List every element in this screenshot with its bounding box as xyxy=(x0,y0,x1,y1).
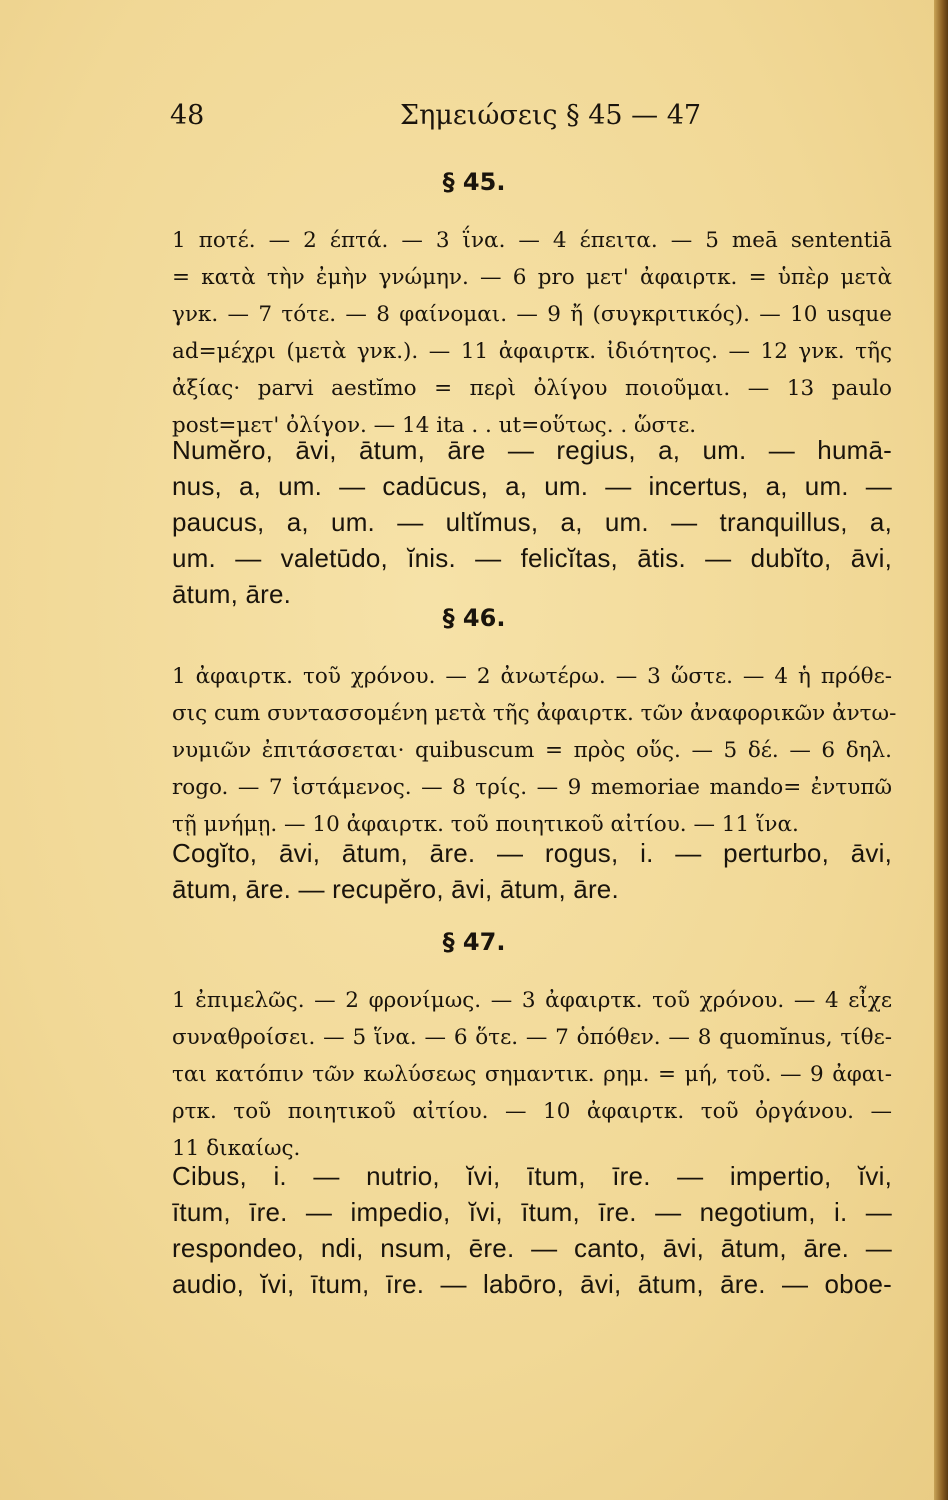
note-line: 1 ἀφαιρτκ. τοῦ χρόνου. — 2 ἀνωτέρω. — 3 ὥστε. — 4 ἡ πρόθε- xyxy=(172,664,892,689)
note-line: 11 δικαίως. xyxy=(172,1136,301,1161)
vocab-line: respondeo, ndi, nsum, ēre. — canto, āvi, ātum, āre. — xyxy=(172,1233,892,1263)
vocab-line: ātum, āre. xyxy=(172,579,292,609)
book-spine-edge xyxy=(934,0,948,1500)
vocab-line: paucus, a, um. — ultĭmus, a, um. — tranquillus, a, xyxy=(172,507,892,537)
vocab-line: Cogĭto, āvi, ātum, āre. — rogus, i. — perturbo, āvi, xyxy=(172,838,892,868)
note-line: 1 ποτέ. — 2 έπτά. — 3 ΐνα. — 4 έπειτα. — 5 meā sententiā xyxy=(172,228,892,253)
section-47-notes xyxy=(172,982,892,1167)
vocab-line: audio, ĭvi, ītum, īre. — labōro, āvi, ātum, āre. — oboe- xyxy=(172,1269,892,1299)
note-line: = κατὰ τὴν ἐμὴν γνώμην. — 6 pro μετ' ἀφαιρτκ. = ὑπὲρ μετὰ xyxy=(172,265,892,290)
section-heading-45: § 45. xyxy=(442,168,506,196)
section-45-notes xyxy=(172,222,892,444)
note-line: ad=μέχρι (μετὰ γνκ.). — 11 ἀφαιρτκ. ἰδιότητος. — 12 γνκ. τῆς xyxy=(172,339,892,364)
page-header xyxy=(170,100,890,140)
note-line: 1 ἐπιμελῶς. — 2 φρονίμως. — 3 ἀφαιρτκ. τοῦ χρόνου. — 4 εἶχε xyxy=(172,988,892,1013)
note-line: rogo. — 7 ἱστάμενος. — 8 τρίς. — 9 memoriae mando= ἐντυπῶ xyxy=(172,775,892,800)
page-number: 48 xyxy=(170,100,205,131)
vocab-line: Numĕro, āvi, ātum, āre — regius, a, um. — humā- xyxy=(172,435,892,465)
vocab-line: ātum, āre. — recupĕro, āvi, ātum, āre. xyxy=(172,874,619,904)
section-heading-47: § 47. xyxy=(442,928,506,956)
note-line: συναθροίσει. — 5 ἵνα. — 6 ὅτε. — 7 ὁπόθεν. — 8 quomĭnus, τίθε- xyxy=(172,1025,892,1050)
section-heading-46: § 46. xyxy=(442,604,506,632)
note-line: ρτκ. τοῦ ποιητικοῦ αἰτίου. — 10 ἀφαιρτκ. τοῦ ὀργάνου. — xyxy=(172,1099,892,1124)
note-line: ται κατόπιν τῶν κωλύσεως σημαντικ. ρημ. = μή, τοῦ. — 9 ἀφαι- xyxy=(172,1062,892,1087)
note-line: ἀξίας· parvi aestĭmo = περὶ ὀλίγου ποιοῦμαι. — 13 paulo xyxy=(172,376,892,401)
section-46-vocabulary xyxy=(172,835,892,907)
vocab-line: ītum, īre. — impedio, ĭvi, ītum, īre. — negotium, i. — xyxy=(172,1197,892,1227)
vocab-line: um. — valetūdo, ĭnis. — felicĭtas, ātis. — dubĭto, āvi, xyxy=(172,543,892,573)
note-line: σις cum συντασσομένη μετὰ τῆς ἀφαιρτκ. τῶν ἀναφορικῶν ἀντω- xyxy=(172,701,897,726)
note-line: τῇ μνήμῃ. — 10 ἀφαιρτκ. τοῦ ποιητικοῦ αἰτίου. — 11 ἵνα. xyxy=(172,812,799,837)
section-45-vocabulary xyxy=(172,432,892,612)
section-47-vocabulary xyxy=(172,1158,892,1302)
note-line: νυμιῶν ἐπιτάσσεται· quibuscum = πρὸς οὕς. — 5 δέ. — 6 δηλ. xyxy=(172,738,892,763)
section-46-notes xyxy=(172,658,897,843)
vocab-line: Cibus, i. — nutrio, ĭvi, ītum, īre. — impertio, ĭvi, xyxy=(172,1161,892,1191)
vocab-line: nus, a, um. — cadūcus, a, um. — incertus, a, um. — xyxy=(172,471,892,501)
running-title: Σημειώσεις § 45 — 47 xyxy=(400,100,702,131)
note-line: γνκ. — 7 τότε. — 8 φαίνομαι. — 9 ἤ (συγκριτικός). — 10 usque xyxy=(172,302,892,327)
note-line: post=μετ' ὀλίγον. — 14 ita . . ut=οὕτως. . ὥστε. xyxy=(172,413,697,438)
